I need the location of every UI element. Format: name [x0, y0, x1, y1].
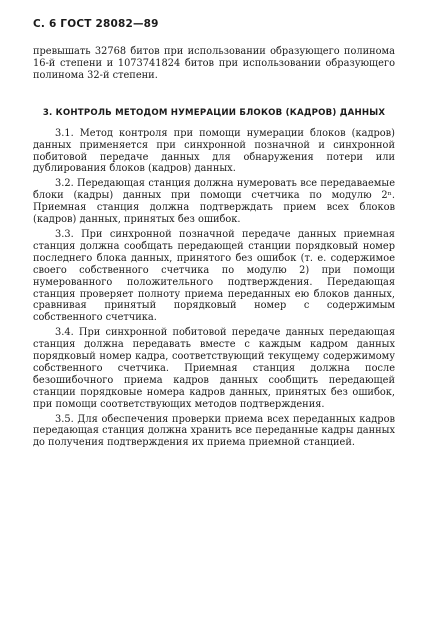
- paragraph-3-4: 3.4. При синхронной побитовой передаче данных передающая станция должна передавать вместе с каждым кадром данных порядковый номер кадра, соответствующий текущему содержимому собственного счетчика. Приемная станция должна после безошибочного приема кадров данных сообщить передающей станции порядковые номера кадров данных, принятых без ошибок, при помощи соответствующих методов подтверждения.: [33, 327, 395, 410]
- page-header: С. 6 ГОСТ 28082—89: [33, 18, 159, 30]
- section-title: 3. КОНТРОЛЬ МЕТОДОМ НУМЕРАЦИИ БЛОКОВ (КАДРОВ) ДАННЫХ: [42, 107, 386, 118]
- paragraph-3-5: 3.5. Для обеспечения проверки приема всех переданных кадров передающая станция должна хранить все переданные кадры данных до получения подтверждения их приема приемной станцией.: [33, 413, 395, 449]
- paragraph-3-3: 3.3. При синхронной позначной передаче данных приемная станция должна сообщать передающей станции порядковый номер последнего блока данных, принятого без ошибок (т. е. содержимое своего собственного счетчика по модулю 2) при помощи нумерованного положительного подтверждения. Передающая станция проверяет полноту приема переданных ею блоков данных, сравнивая принятый порядковый номер с содержимым собственного счетчика.: [33, 228, 395, 324]
- paragraph-3-2: 3.2. Передающая станция должна нумеровать все передаваемые блоки (кадры) данных при помощи счетчика по модулю 2ⁿ. Приемная станция должна подтверждать прием всех блоков (кадров) данных, принятых без ошибок.: [33, 178, 395, 226]
- document-page: [33, 18, 395, 449]
- intro-paragraph: превышать 32768 битов при использовании образующего полинома 16-й степени и 1073741824 битов при использовании образующего полинома 32-й степени.: [33, 46, 395, 81]
- paragraph-3-1: 3.1. Метод контроля при помощи нумерации блоков (кадров) данных применяется при синхронной позначной и синхронной побитовой передаче данных для обнаружения потери или дублирования блоков (кадров) данных.: [33, 127, 395, 175]
